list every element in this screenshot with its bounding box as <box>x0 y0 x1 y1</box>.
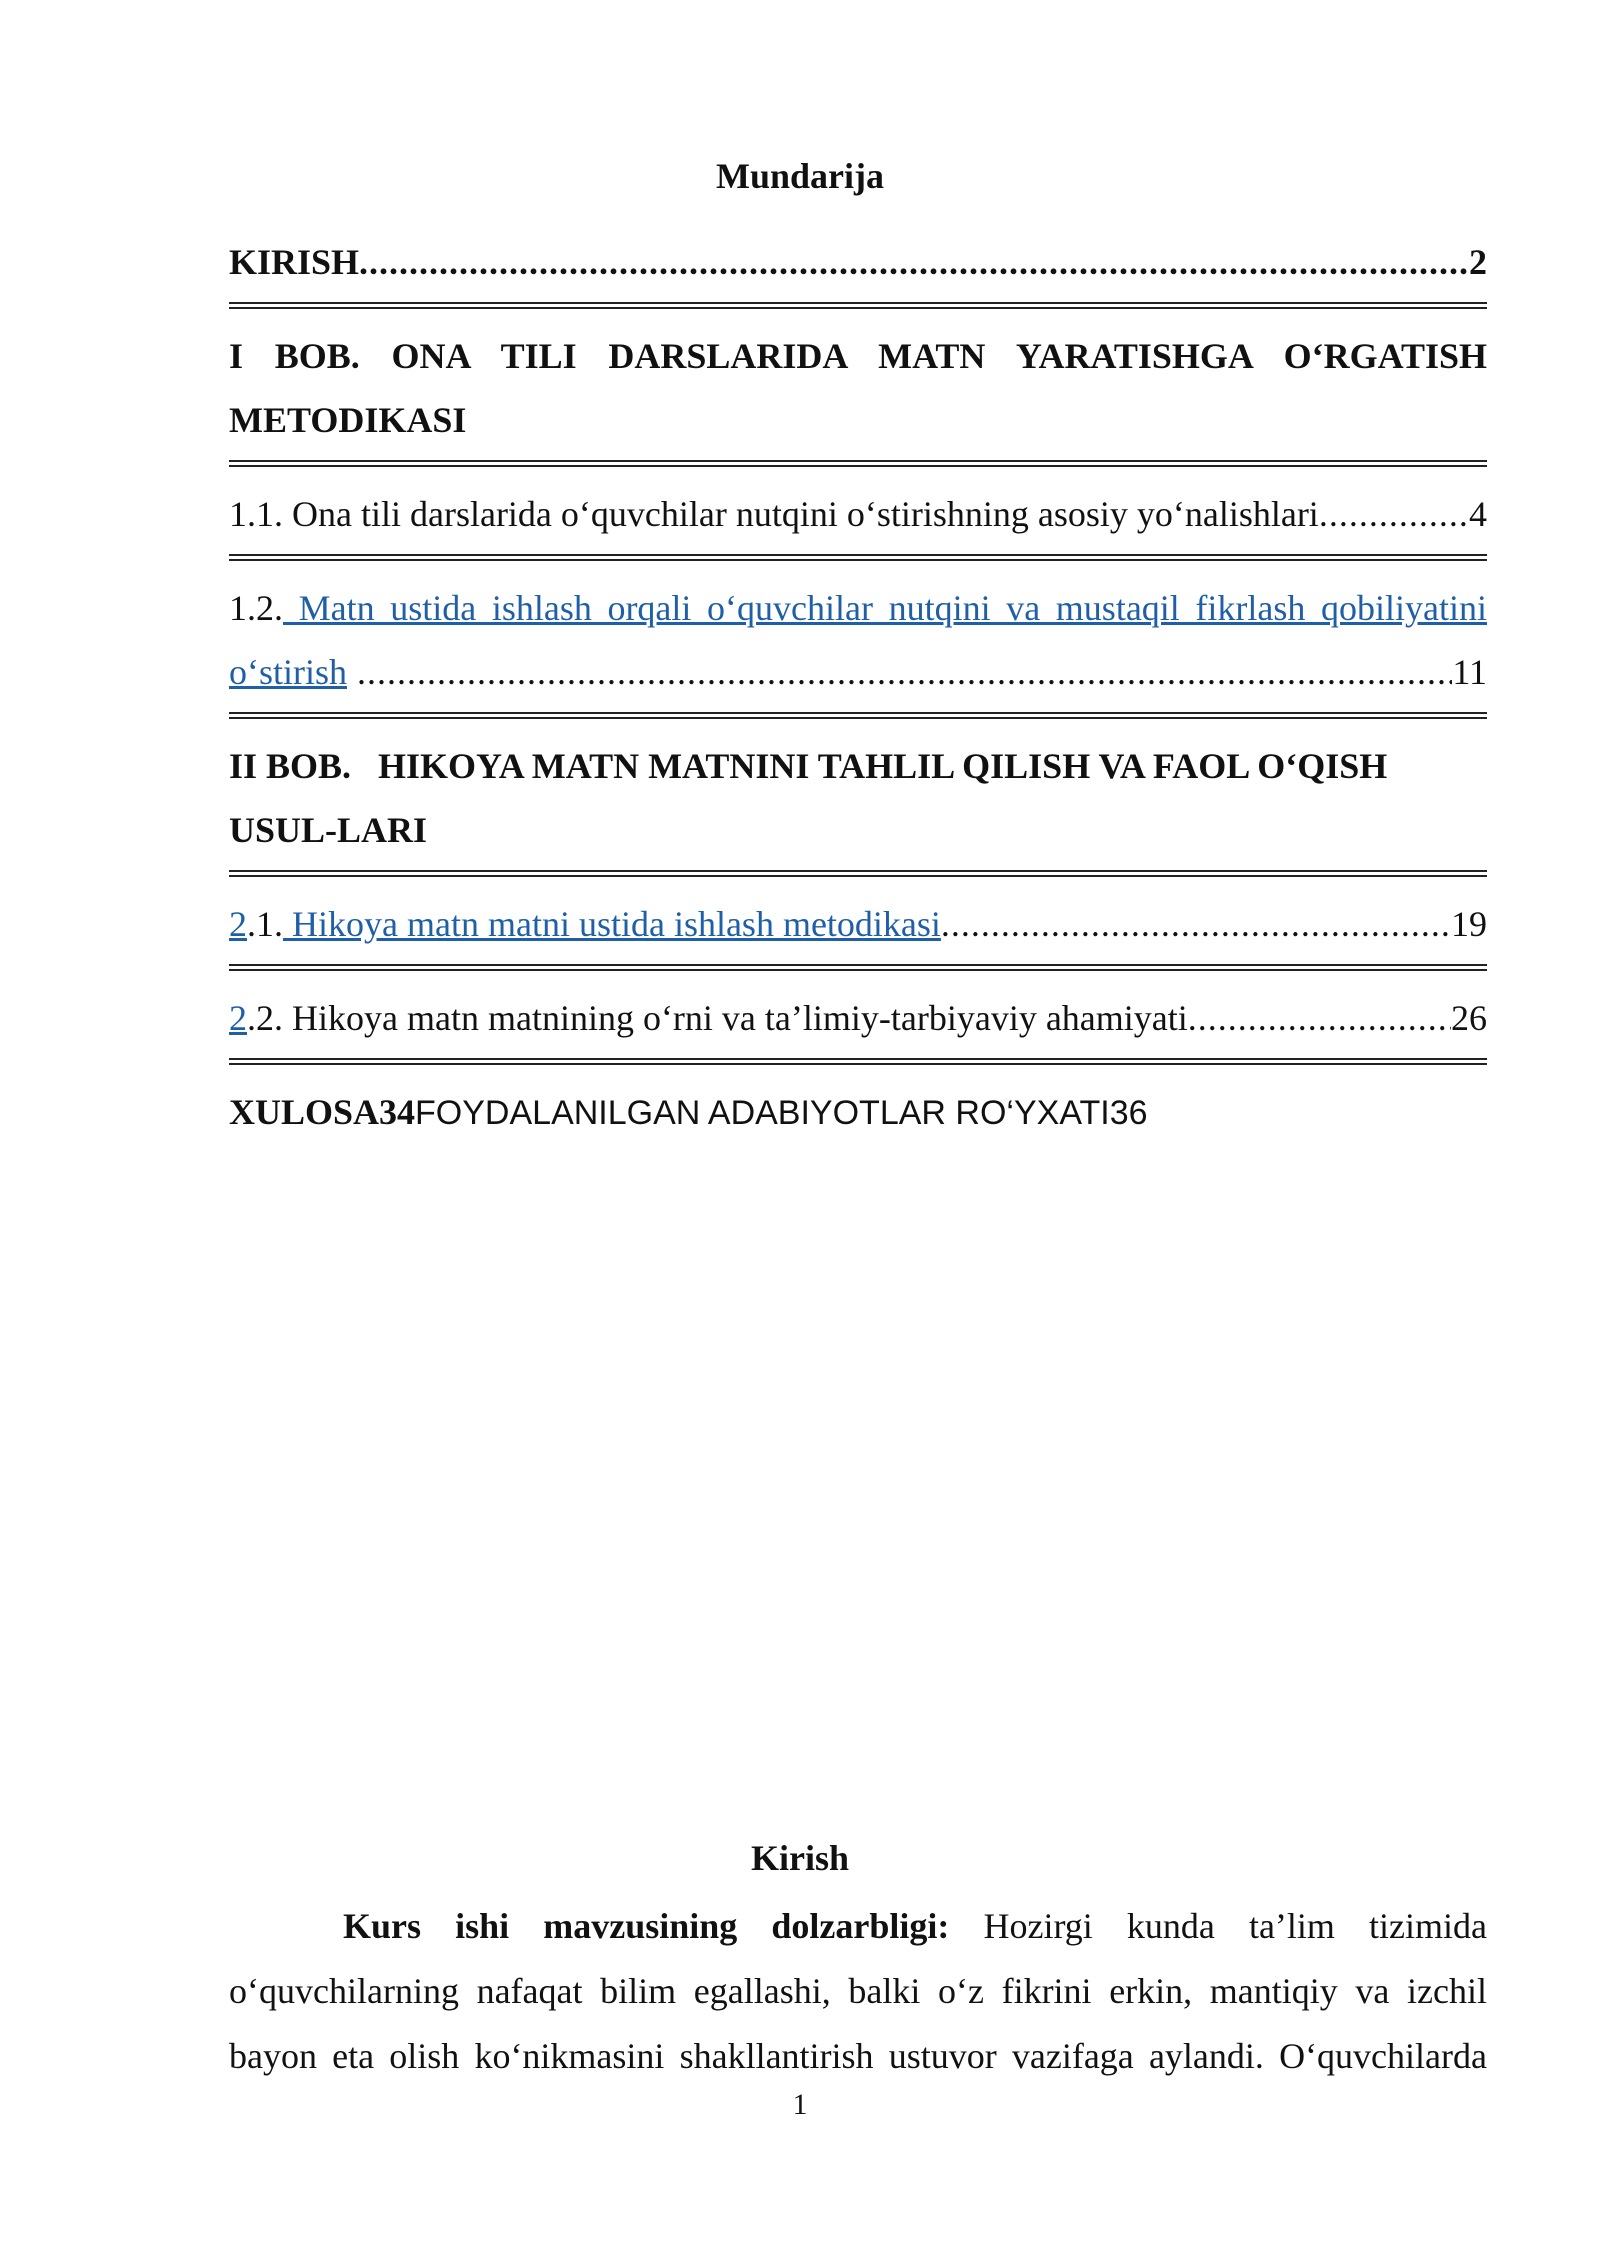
toc-page-number: 2 <box>1469 242 1487 282</box>
intro-title: Kirish <box>750 1838 849 1878</box>
toc-page-number: 19 <box>1451 904 1487 944</box>
toc-page-number: 26 <box>1451 998 1487 1038</box>
toc-chapter-line: II BOB. HIKOYA MATN MATNINI TAHLIL QILISH VA FAOL O‘QISH <box>229 746 1388 786</box>
table-of-contents <box>229 230 1487 1145</box>
toc-entry-1-1[interactable] <box>229 482 1487 546</box>
page-number: 1 <box>792 2088 808 2121</box>
toc-entry-chapter-2[interactable] <box>229 734 1487 862</box>
toc-leader-dots <box>359 230 1469 294</box>
toc-entry-number: 1.2. <box>229 588 283 628</box>
intro-line: bayon eta olish ko‘nikmasini shakllantirish ustuvor vazifaga aylandi. O‘quvchilarda <box>229 2036 1487 2076</box>
toc-leader-dots <box>347 640 1452 704</box>
toc-leader-dots <box>1319 482 1469 546</box>
toc-entry-adabiyotlar: FOYDALANILGAN ADABIYOTLAR RO‘YXATI36 <box>415 1094 1148 1132</box>
toc-leader-dots <box>941 892 1451 956</box>
intro-line: o‘quvchilarning nafaqat bilim egallashi, balki o‘z fikrini erkin, mantiqiy va izchil <box>229 1971 1487 2011</box>
intro-line <box>229 1894 1487 1959</box>
toc-entry-2-1[interactable] <box>229 892 1487 956</box>
toc-separator <box>229 712 1487 714</box>
toc-chapter-line: METODIKASI <box>229 400 467 440</box>
toc-separator <box>229 870 1487 872</box>
toc-leader-dots <box>1188 986 1451 1050</box>
toc-entry-1-2[interactable] <box>229 576 1487 704</box>
toc-entry-xulosa: XULOSA34 <box>229 1092 416 1132</box>
toc-separator <box>229 460 1487 462</box>
toc-entry-chapter-1[interactable] <box>229 324 1487 452</box>
toc-entry-number-link[interactable]: 2 <box>229 904 247 944</box>
toc-entry-label: KIRISH <box>229 242 360 282</box>
toc-separator <box>229 1058 1487 1060</box>
toc-page-number: 11 <box>1452 652 1487 692</box>
toc-separator <box>229 302 1487 304</box>
toc-entry-link[interactable]: Matn ustida ishlash orqali o‘quvchilar nutqini va mustaqil fikrlash qobiliyatini <box>283 588 1487 628</box>
toc-entry-link[interactable]: Hikoya matn matni ustida ishlash metodikasi <box>283 904 941 944</box>
toc-entry-number: .1. <box>247 904 283 944</box>
toc-page-number: 4 <box>1469 494 1487 534</box>
toc-entry-label: 1.1. Ona tili darslarida o‘quvchilar nutqini o‘stirishning asosiy yo‘nalishlari <box>229 494 1319 534</box>
toc-entry-link[interactable]: o‘stirish <box>229 652 348 692</box>
toc-entry-kirish[interactable] <box>229 230 1487 294</box>
toc-chapter-line: I BOB. ONA TILI DARSLARIDA MATN YARATISHGA O‘RGATISH <box>229 336 1487 376</box>
toc-entry-final[interactable] <box>229 1080 1487 1145</box>
toc-separator <box>229 964 1487 966</box>
toc-entry-2-2[interactable] <box>229 986 1487 1050</box>
toc-title: Mundarija <box>715 156 884 196</box>
toc-entry-label: .2. Hikoya matn matnining o‘rni va ta’limiy-tarbiyaviy ahamiyati <box>247 998 1188 1038</box>
intro-paragraph <box>229 1894 1487 2089</box>
toc-chapter-line: USUL-LARI <box>229 810 428 850</box>
toc-separator <box>229 554 1487 556</box>
intro-text: Hozirgi kunda ta’lim tizimida <box>949 1906 1487 1946</box>
intro-lead: Kurs ishi mavzusining dolzarbligi: <box>343 1906 950 1946</box>
toc-entry-number-link[interactable]: 2 <box>229 998 247 1038</box>
